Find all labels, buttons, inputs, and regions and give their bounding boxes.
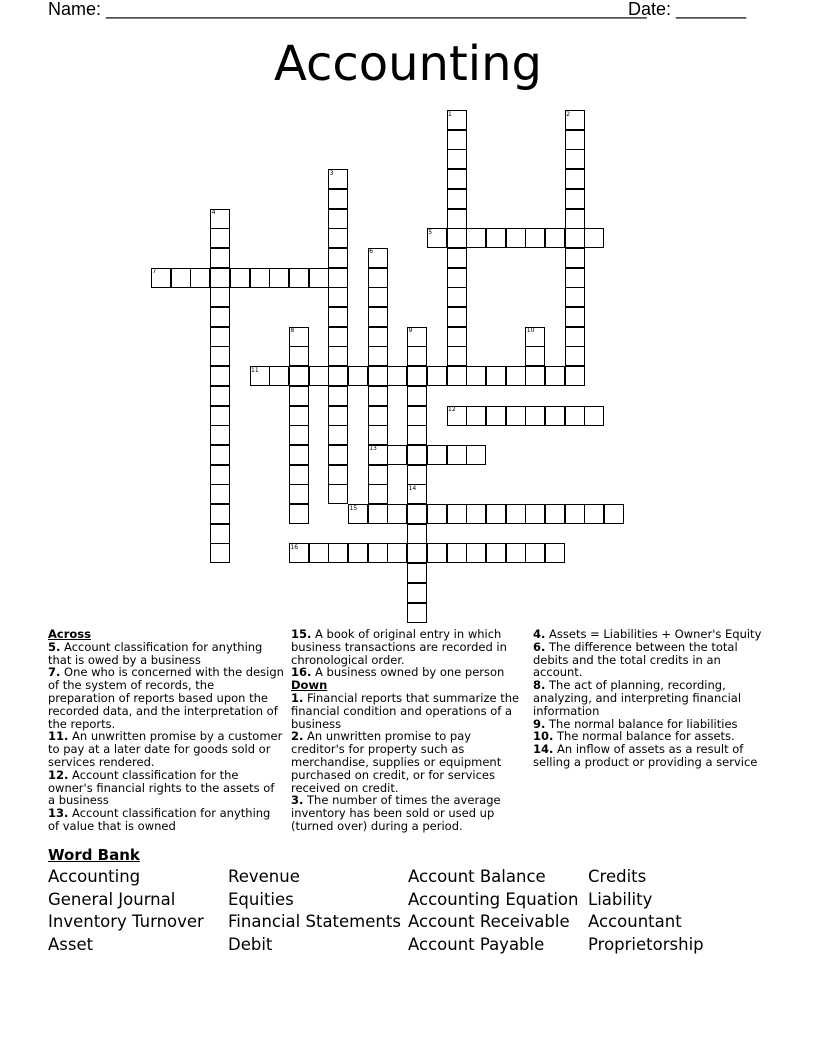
page-title: Accounting <box>273 36 543 92</box>
crossword-cell[interactable] <box>525 543 545 563</box>
crossword-cell[interactable] <box>565 406 585 426</box>
crossword-cell[interactable] <box>565 287 585 307</box>
crossword-cell[interactable] <box>368 465 388 485</box>
crossword-cell[interactable] <box>584 228 604 248</box>
crossword-cell[interactable] <box>289 346 309 366</box>
crossword-cell[interactable] <box>210 327 230 347</box>
crossword-cell[interactable] <box>545 228 565 248</box>
crossword-cell[interactable] <box>190 268 210 288</box>
crossword-cell[interactable] <box>565 130 585 150</box>
clues-column-3 <box>533 628 769 769</box>
word-bank-title: Word Bank <box>48 846 140 864</box>
crossword-cell[interactable] <box>289 445 309 465</box>
clue-down-2: 2. An unwritten promise to pay creditor's for property such as merchandise, supplies or equipment purchased on credit, or for services received on credit. <box>291 729 502 795</box>
crossword-cell[interactable] <box>328 189 348 209</box>
clue-number-label: 14 <box>408 484 417 492</box>
crossword-cell[interactable] <box>506 406 526 426</box>
crossword-cell[interactable] <box>604 504 624 524</box>
crossword-cell[interactable] <box>565 307 585 327</box>
date-field[interactable]: Date: _______ <box>628 0 747 19</box>
clue-across-11: 11. An unwritten promise by a customer to pay at a later date for goods sold or services rendered. <box>48 729 283 769</box>
crossword-cell[interactable] <box>387 366 407 386</box>
crossword-cell[interactable] <box>407 504 427 524</box>
word-bank-item: General Journal <box>48 889 176 909</box>
word-bank-item: Account Payable <box>408 935 545 955</box>
crossword-cell[interactable] <box>486 406 506 426</box>
word-bank-item: Proprietorship <box>588 935 704 955</box>
clue-down-14: 14. An inflow of assets as a result of selling a product or providing a service <box>533 742 758 769</box>
word-bank-item: Accountant <box>588 912 682 932</box>
crossword-cell[interactable] <box>309 543 329 563</box>
crossword-cell[interactable] <box>210 386 230 406</box>
crossword-cell[interactable] <box>506 543 526 563</box>
crossword-cell[interactable] <box>368 425 388 445</box>
crossword-cell[interactable] <box>171 268 191 288</box>
crossword-cell[interactable] <box>210 465 230 485</box>
crossword-cell[interactable] <box>368 386 388 406</box>
crossword-cell[interactable] <box>447 445 467 465</box>
crossword-cell[interactable] <box>210 425 230 445</box>
crossword-cell[interactable] <box>565 268 585 288</box>
crossword-cell[interactable] <box>447 248 467 268</box>
crossword-cell[interactable] <box>210 504 230 524</box>
crossword-cell[interactable] <box>447 307 467 327</box>
clue-number-label: 16 <box>290 543 299 551</box>
crossword-cell[interactable] <box>210 248 230 268</box>
crossword-cell[interactable] <box>210 366 230 386</box>
word-bank-item: Revenue <box>228 867 300 886</box>
crossword-cell[interactable] <box>447 130 467 150</box>
crossword-cell[interactable] <box>407 386 427 406</box>
crossword-cell[interactable] <box>328 327 348 347</box>
crossword-cell[interactable] <box>447 268 467 288</box>
crossword-cell[interactable] <box>407 425 427 445</box>
crossword-cell[interactable] <box>368 327 388 347</box>
crossword-cell[interactable] <box>368 268 388 288</box>
crossword-cell[interactable] <box>545 366 565 386</box>
crossword-cell[interactable] <box>309 268 329 288</box>
crossword-cell[interactable] <box>368 406 388 426</box>
crossword-cell[interactable] <box>407 346 427 366</box>
clue-down-3: 3. The number of times the average inventory has been sold or used up (turned over) during a period. <box>291 793 501 833</box>
crossword-cell[interactable] <box>447 287 467 307</box>
crossword-cell[interactable] <box>289 484 309 504</box>
crossword-cell[interactable] <box>328 484 348 504</box>
clue-across-16: 16. A business owned by one person <box>291 665 505 680</box>
crossword-cell[interactable] <box>565 169 585 189</box>
crossword-cell[interactable] <box>525 504 545 524</box>
crossword-cell[interactable] <box>565 346 585 366</box>
crossword-cell[interactable] <box>565 327 585 347</box>
clue-number-label: 9 <box>408 327 413 335</box>
crossword-cell[interactable] <box>565 189 585 209</box>
clue-number-label: 5 <box>428 228 433 236</box>
crossword-cell[interactable] <box>486 228 506 248</box>
crossword-cell[interactable] <box>407 583 427 603</box>
crossword-cell[interactable] <box>525 366 545 386</box>
clue-across-15: 15. A book of original entry in which business transactions are recorded in chronological order. <box>291 627 507 667</box>
crossword-cell[interactable] <box>565 149 585 169</box>
crossword-cell[interactable] <box>250 268 270 288</box>
crossword-cell[interactable] <box>289 386 309 406</box>
clue-down-1: 1. Financial reports that summarize the financial condition and operations of a business <box>291 690 520 731</box>
clues-column-2 <box>291 628 525 833</box>
crossword-cell[interactable] <box>427 543 447 563</box>
across-heading: Across <box>48 627 91 641</box>
crossword-cell[interactable] <box>328 346 348 366</box>
crossword-cell[interactable] <box>525 228 545 248</box>
word-bank-item: Accounting <box>48 867 141 886</box>
crossword-cell[interactable] <box>407 563 427 583</box>
word-bank-item: Asset <box>48 935 94 955</box>
word-bank-item: Account Balance <box>408 867 546 886</box>
crossword-cell[interactable] <box>407 445 427 465</box>
clue-number-label: 10 <box>526 327 535 335</box>
clue-number-label: 11 <box>251 366 259 374</box>
crossword-cell[interactable] <box>210 346 230 366</box>
crossword-cell[interactable] <box>289 504 309 524</box>
crossword-cell[interactable] <box>545 504 565 524</box>
crossword-cell[interactable] <box>466 445 486 465</box>
crossword-cell[interactable] <box>387 543 407 563</box>
crossword-cell[interactable] <box>309 366 329 386</box>
word-bank-item: Accounting Equation <box>408 889 579 909</box>
crossword-cell[interactable] <box>407 406 427 426</box>
crossword-cell[interactable] <box>447 543 467 563</box>
crossword-cell[interactable] <box>584 504 604 524</box>
crossword-cell[interactable] <box>368 287 388 307</box>
crossword-cell[interactable] <box>427 366 447 386</box>
crossword-cell[interactable] <box>407 366 427 386</box>
clue-down-6: 6. The difference between the total debits and the total credits in an account. <box>533 639 738 680</box>
crossword-cell[interactable] <box>407 465 427 485</box>
clue-across-5: 5. Account classification for anything that is owed by a business <box>48 639 263 667</box>
clue-across-12: 12. Account classification for the owner's financial rights to the assets of a business <box>48 767 275 808</box>
word-bank-column <box>588 866 704 957</box>
clue-number-label: 1 <box>448 110 452 118</box>
name-field[interactable]: Name: ______________________________________________________ <box>48 0 647 19</box>
clues-column-1 <box>48 628 284 833</box>
crossword-cell[interactable] <box>525 346 545 366</box>
word-bank-item: Liability <box>588 889 653 909</box>
clue-number-label: 15 <box>349 504 358 512</box>
crossword-cell[interactable] <box>466 504 486 524</box>
crossword-cell[interactable] <box>486 543 506 563</box>
crossword-cell[interactable] <box>486 366 506 386</box>
clue-down-10: 10. The normal balance for assets. <box>533 729 735 744</box>
crossword-cell[interactable] <box>387 504 407 524</box>
crossword-cell[interactable] <box>368 543 388 563</box>
crossword-cell[interactable] <box>348 366 368 386</box>
crossword-cell[interactable] <box>407 543 427 563</box>
crossword-cell[interactable] <box>328 366 348 386</box>
word-bank-item: Equities <box>228 889 294 909</box>
crossword-cell[interactable] <box>210 228 230 248</box>
crossword-cell[interactable] <box>210 524 230 544</box>
crossword-cell[interactable] <box>466 228 486 248</box>
crossword-cell[interactable] <box>427 504 447 524</box>
crossword-cell[interactable] <box>584 406 604 426</box>
crossword-cell[interactable] <box>506 504 526 524</box>
clue-number-label: 4 <box>211 209 216 216</box>
crossword-cell[interactable] <box>289 465 309 485</box>
clue-number-label: 7 <box>152 268 157 276</box>
crossword-cell[interactable] <box>565 209 585 229</box>
crossword-cell[interactable] <box>328 425 348 445</box>
crossword-cell[interactable] <box>447 209 467 229</box>
crossword-cell[interactable] <box>545 543 565 563</box>
word-bank-item: Financial Statements <box>228 912 401 932</box>
clue-down-4: 4. Assets = Liabilities + Owner's Equity <box>533 627 762 641</box>
clue-number-label: 13 <box>369 445 377 453</box>
word-bank-item: Debit <box>228 935 273 955</box>
crossword-cell[interactable] <box>545 406 565 426</box>
crossword-cell[interactable] <box>210 406 230 426</box>
crossword-cell[interactable] <box>328 287 348 307</box>
crossword-cell[interactable] <box>368 346 388 366</box>
down-heading: Down <box>291 678 328 693</box>
crossword-cell[interactable] <box>328 307 348 327</box>
crossword-cell[interactable] <box>506 228 526 248</box>
word-bank-column <box>48 866 204 957</box>
crossword-cell[interactable] <box>466 543 486 563</box>
crossword-cell[interactable] <box>368 307 388 327</box>
crossword-cell[interactable] <box>427 445 447 465</box>
crossword-cell[interactable] <box>447 149 467 169</box>
crossword-cell[interactable] <box>565 228 585 248</box>
crossword-cell[interactable] <box>387 445 407 465</box>
crossword-cell[interactable] <box>210 307 230 327</box>
crossword-cell[interactable] <box>466 406 486 426</box>
crossword-cell[interactable] <box>328 248 348 268</box>
crossword-cell[interactable] <box>289 406 309 426</box>
clue-number-label: 6 <box>369 248 374 256</box>
crossword-cell[interactable] <box>447 504 467 524</box>
crossword-cell[interactable] <box>447 346 467 366</box>
word-bank-column <box>408 866 578 957</box>
crossword-cell[interactable] <box>368 504 388 524</box>
clue-number-label: 3 <box>329 169 334 177</box>
word-bank-item: Credits <box>588 867 647 886</box>
crossword-cell[interactable] <box>368 366 388 386</box>
crossword-cell[interactable] <box>328 465 348 485</box>
crossword-cell[interactable] <box>269 268 289 288</box>
word-bank-item: Inventory Turnover <box>48 912 204 932</box>
clue-down-9: 9. The normal balance for liabilities <box>533 716 738 731</box>
crossword-cell[interactable] <box>407 524 427 544</box>
crossword-cell[interactable] <box>210 445 230 465</box>
crossword-cell[interactable] <box>328 445 348 465</box>
word-bank-item: Account Receivable <box>408 912 570 932</box>
crossword-cell[interactable] <box>210 268 230 288</box>
crossword-cell[interactable] <box>348 543 368 563</box>
clue-across-7: 7. One who is concerned with the design of the system of records, the preparation of reports based upon the recorded data, and the interpretation of the reports. <box>48 665 284 731</box>
crossword-cell[interactable] <box>210 484 230 504</box>
crossword-cell[interactable] <box>289 268 309 288</box>
crossword-cell[interactable] <box>407 603 427 623</box>
clue-number-label: 8 <box>290 327 295 335</box>
crossword-cell[interactable] <box>486 504 506 524</box>
crossword-cell[interactable] <box>289 366 309 386</box>
crossword-cell[interactable] <box>368 484 388 504</box>
crossword-cell[interactable] <box>328 543 348 563</box>
crossword-cell[interactable] <box>328 209 348 229</box>
crossword-cell[interactable] <box>210 287 230 307</box>
crossword-cell[interactable] <box>289 425 309 445</box>
crossword-cell[interactable] <box>230 268 250 288</box>
word-bank-column <box>228 866 401 957</box>
clue-across-13: 13. Account classification for anything of value that is owned <box>48 806 271 833</box>
clue-down-8: 8. The act of planning, recording, analyzing, and interpreting financial information <box>533 678 742 718</box>
clue-number-label: 2 <box>566 110 571 118</box>
clue-number-label: 12 <box>448 406 456 413</box>
crossword-cell[interactable] <box>565 504 585 524</box>
crossword-cell[interactable] <box>525 406 545 426</box>
crossword-cell[interactable] <box>328 406 348 426</box>
crossword-cell[interactable] <box>447 366 467 386</box>
crossword-cell[interactable] <box>328 228 348 248</box>
crossword-cell[interactable] <box>447 228 467 248</box>
crossword-cell[interactable] <box>269 366 289 386</box>
crossword-cell[interactable] <box>565 248 585 268</box>
crossword-cell[interactable] <box>447 189 467 209</box>
crossword-cell[interactable] <box>210 543 230 563</box>
crossword-cell[interactable] <box>447 169 467 189</box>
crossword-cell[interactable] <box>466 366 486 386</box>
crossword-cell[interactable] <box>328 386 348 406</box>
crossword-cell[interactable] <box>328 268 348 288</box>
crossword-cell[interactable] <box>565 366 585 386</box>
crossword-cell[interactable] <box>447 327 467 347</box>
crossword-cell[interactable] <box>506 366 526 386</box>
